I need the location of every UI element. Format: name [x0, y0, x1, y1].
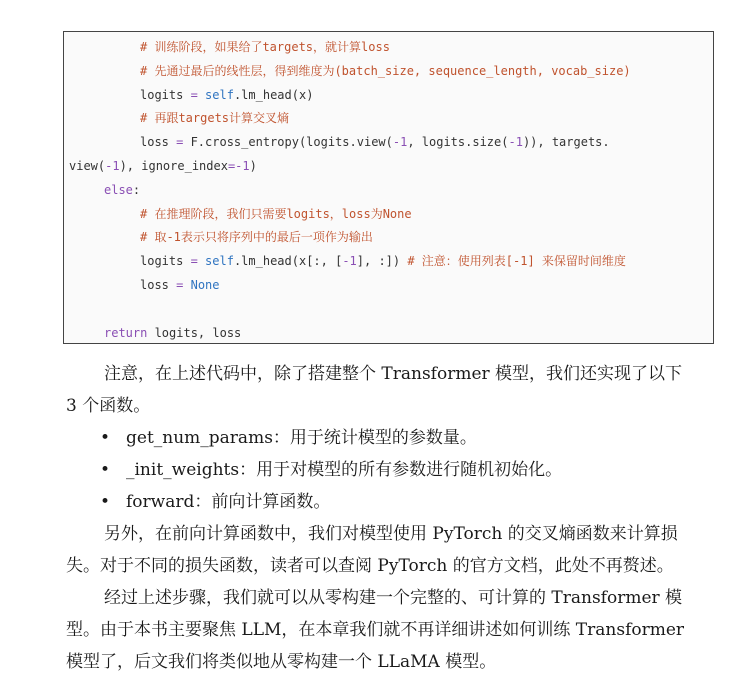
code-token [198, 88, 205, 102]
bullet-text: forward：前向计算函数。 [126, 492, 331, 512]
bullet-item [100, 454, 562, 486]
code-token: # 先通过最后的线性层，得到维度为(batch_size, sequence_length, vocab_size) [140, 63, 631, 78]
code-line [140, 107, 289, 129]
code-token: -1 [105, 159, 120, 173]
code-line [140, 226, 373, 248]
paragraph-2-line-1: 另外，在前向计算函数中，我们对模型使用 PyTorch 的交叉熵函数来计算损 [104, 524, 678, 544]
code-token: -1 [392, 135, 408, 150]
code-line [140, 84, 313, 106]
code-token: , logits.size( [407, 135, 509, 150]
code-token: -1 [508, 135, 523, 150]
code-token: None [190, 278, 220, 292]
code-token: .lm_head(x) [233, 87, 314, 102]
code-line [140, 274, 220, 296]
code-token: : [132, 182, 141, 197]
code-block [63, 31, 714, 344]
code-token: ], :]) [356, 254, 408, 269]
bullet-item [100, 422, 477, 454]
code-line [69, 155, 257, 177]
paragraph-1-line-1: 注意，在上述代码中，除了搭建整个 Transformer 模型，我们还实现了以下 [104, 364, 683, 384]
code-token: self [205, 87, 234, 102]
code-token [183, 278, 190, 292]
paragraph-3-line-3: 模型了，后文我们将类似地从零构建一个 LLaMA 模型。 [66, 652, 497, 672]
bullet-dot: • [100, 492, 111, 512]
code-line [140, 36, 390, 58]
code-token: # 注意：使用列表[-1] 来保留时间维度 [407, 254, 626, 269]
code-token: view( [69, 159, 106, 173]
code-token: F.cross_entropy(logits.view( [183, 135, 393, 150]
bullet-item [100, 486, 330, 518]
code-line [140, 60, 631, 82]
code-token: -1 [342, 254, 357, 269]
code-token: # 再跟targets计算交叉熵 [140, 111, 290, 126]
bullet-text: _init_weights：用于对模型的所有参数进行随机初始化。 [126, 460, 563, 480]
code-token: = [176, 278, 184, 292]
code-token: logits, loss [147, 325, 242, 340]
code-line [140, 203, 412, 225]
paragraph-3-line-1: 经过上述步骤，我们就可以从零构建一个完整的、可计算的 Transformer 模 [104, 588, 683, 608]
code-token: # 在推理阶段，我们只需要logits，loss为None [140, 206, 412, 221]
code-line [104, 179, 140, 201]
code-token: )), targets. [522, 135, 610, 150]
paragraph-2-line-2: 失。对于不同的损失函数，读者可以查阅 PyTorch 的官方文档，此处不再赘述。 [66, 556, 674, 576]
code-token: = [190, 87, 198, 102]
code-token: = [176, 135, 184, 150]
code-line [140, 131, 610, 153]
code-line [104, 322, 241, 344]
bullet-dot: • [100, 460, 111, 480]
code-token: =-1 [227, 159, 250, 173]
code-token: logits [140, 87, 191, 102]
code-token: = [190, 254, 198, 269]
code-token: loss [140, 278, 177, 292]
code-token: ) [249, 159, 257, 173]
code-token: return [104, 325, 148, 340]
code-token: # 训练阶段，如果给了targets，就计算loss [140, 40, 390, 54]
code-token [198, 254, 205, 268]
code-token: .lm_head(x[:, [ [233, 254, 343, 269]
code-token: else [104, 182, 133, 197]
code-token: self [205, 254, 234, 269]
code-token: # 取-1表示只将序列中的最后一项作为输出 [140, 230, 373, 245]
bullet-text: get_num_params：用于统计模型的参数量。 [126, 428, 477, 448]
code-token: loss [140, 135, 177, 150]
paragraph-3-line-2: 型。由于本书主要聚焦 LLM，在本章我们就不再详细讲述如何训练 Transformer [66, 620, 685, 640]
code-line [140, 250, 626, 272]
paragraph-1-line-2: 3 个函数。 [66, 396, 151, 416]
code-token: logits [140, 254, 191, 269]
code-token: ), ignore_index [119, 159, 228, 173]
bullet-dot: • [100, 428, 111, 448]
